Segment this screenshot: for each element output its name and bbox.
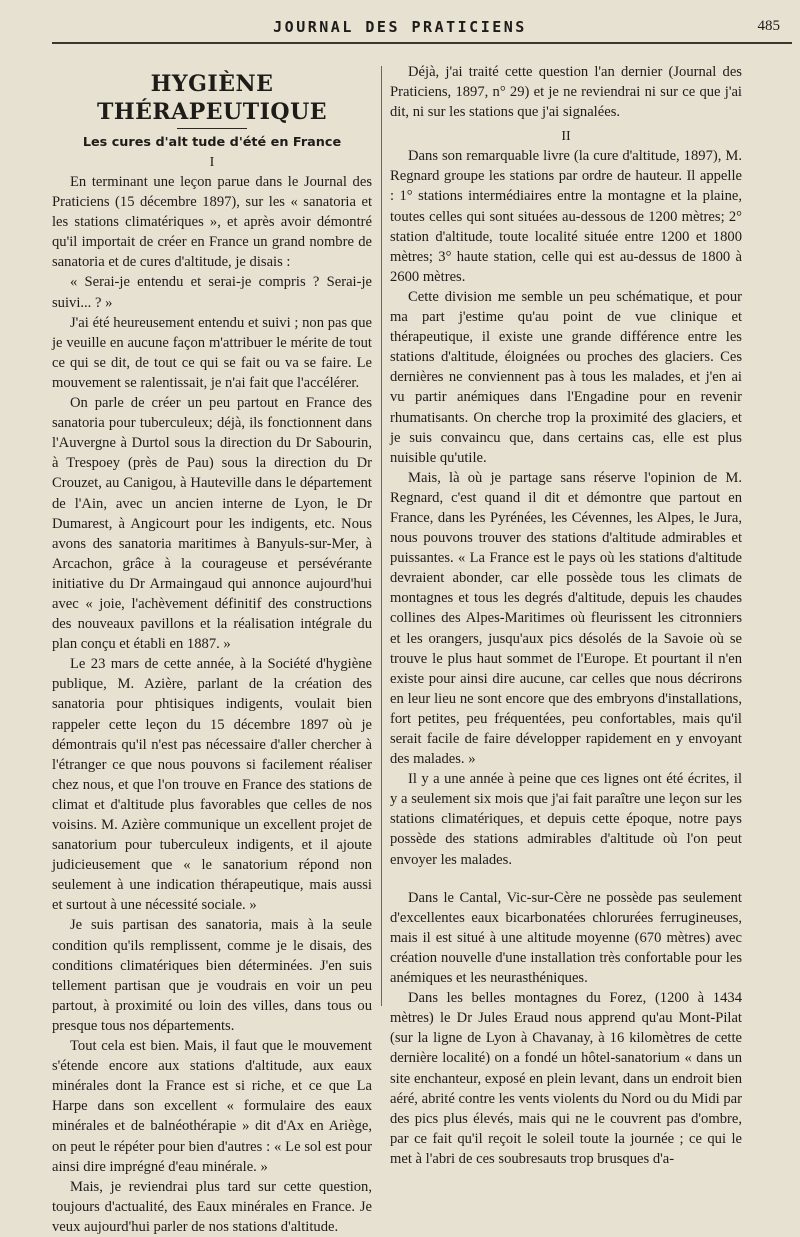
paragraph: Dans le Cantal, Vic-sur-Cère ne possède pas seulement d'excellentes eaux bicarbonatées chlorurées ferrugineuses, mais il est situé à une altitude moyenne (670 mètres) avec création nouvelle d'une installation très confortable pour les anémiques et les neurasthéniques. bbox=[390, 889, 742, 987]
running-head bbox=[0, 0, 800, 40]
title-rule bbox=[177, 128, 247, 129]
paragraph: Mais, là où je partage sans réserve l'opinion de M. Regnard, c'est quand il dit et démontre que partout en France, dans les Pyrénées, les Cévennes, les Alpes, le Jura, nous pouvons trouver des stations d'altitude admirables et puissantes. « La France est le pays où les stations d'altitude devraient abonder, car elle possède tous les climats de montagnes et tous les degrés d'altitude, depuis les chaudes collines des Alpes-Maritimes où fleurissent les citronniers et les orangers, jusqu'aux pics désolés de la Savoie où se trouve le plus haut sommet de l'Europe. Et pourtant il n'en existe pour ainsi dire aucune, car celles que nous décrirons en leur lieu ne sont encore que des embryons d'installations, fort petites, peu fréquentées, peu confortables, mais qu'il serait facile de faire développer rapidement en y envoyant des malades. » bbox=[390, 469, 742, 768]
paragraph: Tout cela est bien. Mais, il faut que le mouvement s'étende encore aux stations d'altitude, aux eaux minérales dont la France est si riche, et ce que La Harpe dans son excellent « formulaire des eaux minérales et de balnéothérapie » dit d'Ax en Ariège, on peut le répéter pour bien d'autres : « Le sol est pour ainsi dire imprégné d'eau minérale. » bbox=[52, 1038, 372, 1175]
paragraph: Il y a une année à peine que ces lignes ont été écrites, il y a seulement six mois que j'ai fait paraître une leçon sur les stations climatériques, et depuis cette époque, notre pays possède des stations admirables d'altitude où l'on peut envoyer les malades. bbox=[390, 771, 742, 868]
article-title: HYGIÈNE THÉRAPEUTIQUE bbox=[96, 71, 328, 125]
right-column bbox=[390, 62, 742, 1169]
journal-title: JOURNAL DES PRATICIENS bbox=[273, 18, 527, 36]
paragraph: Je suis partisan des sanatoria, mais à la seule condition qu'ils remplissent, comme je le disais, des conditions climatériques bien déterminées. J'en suis tellement partisan que je voudrais en voir un peu partout, à proximité ou loin des villes, dans tous ou presque tous nos départements. bbox=[52, 917, 372, 1034]
section-number-1: I bbox=[209, 155, 215, 170]
column-divider bbox=[381, 66, 382, 1006]
paragraph: Dans son remarquable livre (la cure d'altitude, 1897), M. Regnard groupe les stations par ordre de hauteur. Il appelle : 1° stations intermédiaires entre la montagne et la plaine, toutes celles qui sont situées au-dessous de 1200 mètres; 2° station d'altitude, toute localité située entre 1200 et 1800 mètres; 3° haute station, celle qui est au-dessus de 1800 à 2600 mètres. bbox=[390, 148, 742, 285]
paragraph: « Serai-je entendu et serai-je compris ? Serai-je suivi... ? » bbox=[52, 274, 372, 311]
article-subtitle: Les cures d'alt tude d'été en France bbox=[82, 135, 342, 150]
paragraph: Mais, je reviendrai plus tard sur cette question, toujours d'actualité, des Eaux minérales en France. Je veux aujourd'hui parler de nos stations d'altitude. bbox=[52, 1178, 372, 1235]
page-number: 485 bbox=[757, 18, 780, 34]
header-rule bbox=[52, 42, 792, 44]
paragraph: Le 23 mars de cette année, à la Société d'hygiène publique, M. Azière, parlant de la création des sanatoria pour phtisiques indigents, voulait bien rappeler cette leçon du 15 décembre 1897 où je démontrais qu'il n'est pas nécessaire d'aller chercher à l'étranger ce que nous pouvons si facilement réaliser chez nous, et que l'on trouve en France des stations de climat et d'altitude plus favorables que celles de nos voisins. M. Azière communique un excellent projet de sanatorium pour tuberculeux indigents, et il ajoute judicieusement que « le sanatorium répond non seulement à une indication thérapeutique, mais aussi et surtout à une nécessité sociale. » bbox=[52, 656, 372, 914]
left-column bbox=[52, 62, 372, 1237]
paragraph: Déjà, j'ai traité cette question l'an dernier (Journal des Praticiens, 1897, n° 29) et je ne reviendrai ni sur ce que j'ai dit, ni sur les stations que j'ai signalées. bbox=[390, 64, 742, 121]
paragraph: On parle de créer un peu partout en France des sanatoria pour tuberculeux; déjà, ils fonctionnent dans l'Auvergne à Durtol sous la direction du Dr Sabourin, à Trespoey (près de Pau) sous la direction du Dr Crouzet, au Canigou, à Hauteville dans le département de l'Ain, avec un ancien interne de Lyon, le Dr Dumarest, à Angicourt pour les indigents, etc. Nous avons des sanatoria maritimes à Banyuls-sur-Mer, à Arcachon, grâce à la courageuse et persévérante initiative du Dr Armaingaud qui annonce aujourd'hui avec « joie, l'achèvement définitif des constructions des nouveaux pavillons et la réalisation intégrale du plan conçu et établi en 1887. » bbox=[52, 395, 372, 653]
paragraph: En terminant une leçon parue dans le Journal des Praticiens (15 décembre 1897), sur les « sanatoria et les stations climatériques », et après avoir démontré qu'il importait de créer en France un grand nombre de sanatoria et de cures d'altitude, je disais : bbox=[52, 174, 372, 271]
section-number-2: II bbox=[561, 129, 571, 145]
paragraph: J'ai été heureusement entendu et suivi ; non pas que je veuille en aucune façon m'attribuer le mérite de tout ce qui se dit, de tout ce qui se fait ou va se faire. Le mouvement se ralentissait, je n'ai fait que l'accélérer. bbox=[52, 314, 372, 391]
paragraph: Cette division me semble un peu schématique, et pour ma part j'estime qu'au point de vue clinique et thérapeutique, il existe une grande différence entre les stations d'altitude, éloignées ou proches des glaciers. Ces dernières ne conviennent pas à tous les malades, et j'en ai vu partir anémiques dans l'Engadine pour en revenir rhumatisants. On cherche trop la proximité des glaciers, et je suis convaincu que, dans certains cas, elle est plus nuisible qu'utile. bbox=[390, 288, 742, 466]
paragraph: Dans les belles montagnes du Forez, (1200 à 1434 mètres) le Dr Jules Eraud nous apprend qu'au Mont-Pilat (sur la ligne de Lyon à Chavanay, à 16 kilomètres de cette dernière localité) on a fondé un hôtel-sanatorium « dans un site enchanteur, exposé en plein levant, dans un endroit bien aéré, abrité contre les vents violents du Nord ou du Midi par des pics plus élevés, mais qui ne le couvrent pas d'ombre, par ce fait qu'il reçoit le soleil toute la journée ; ce qui le met à l'abri de ces soubresauts trop brusques d'a- bbox=[390, 990, 742, 1167]
paragraph-gap bbox=[390, 870, 742, 888]
